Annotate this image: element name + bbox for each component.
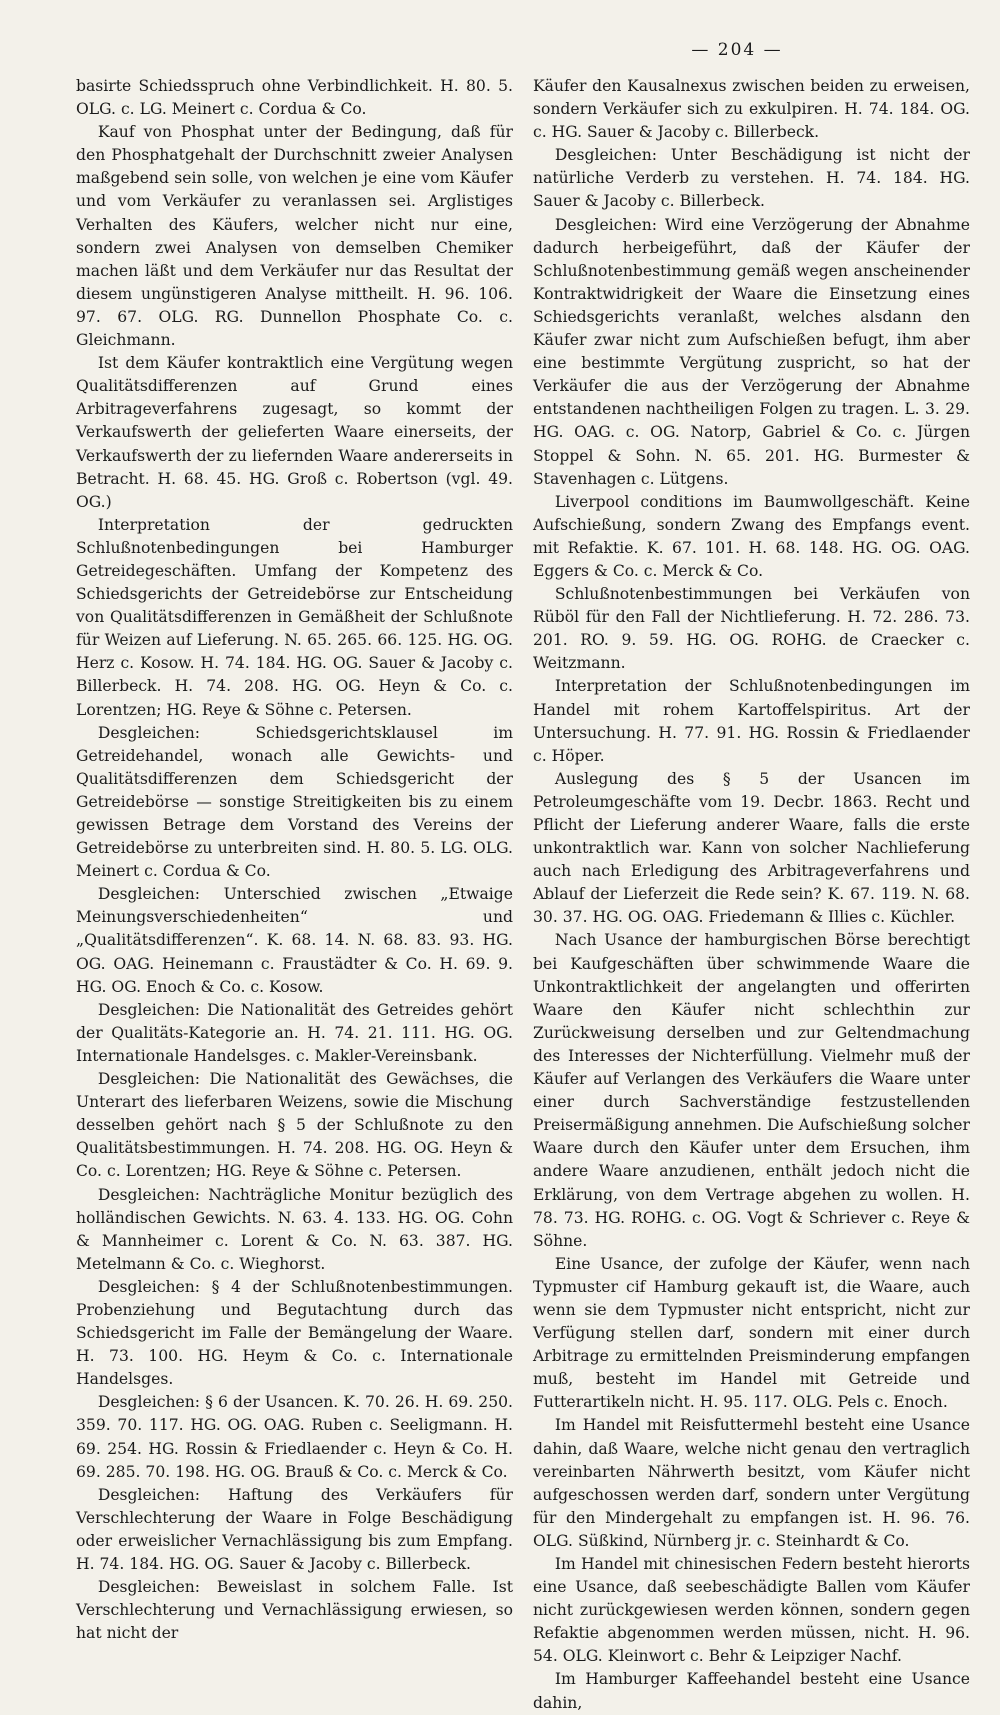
right-column: [533, 75, 970, 1715]
paragraph: Desgleichen: Unter Beschädigung ist nicht der natürliche Verderb zu verstehen. H. 74. 184. HG. Sauer & Jacoby c. Billerbeck.: [533, 146, 970, 211]
text-columns: [76, 75, 970, 1715]
paragraph: Desgleichen: § 4 der Schlußnotenbestimmungen. Probenziehung und Begutachtung durch das Schiedsgericht im Falle der Bemängelung der Waare. H. 73. 100. HG. Heym & Co. c. Internationale Handelsges.: [76, 1277, 513, 1389]
paragraph: Interpretation der Schlußnotenbedingungen im Handel mit rohem Kartoffelspiritus. Art der Untersuchung. H. 77. 91. HG. Rossin & Friedlaender c. Höper.: [533, 677, 970, 765]
paragraph: Ist dem Käufer kontraktlich eine Vergütung wegen Qualitätsdifferenzen auf Grund eines Arbitrageverfahrens zugesagt, so kommt der Verkaufswerth der gelieferten Waare einerseits, der Verkaufswerth der zu liefernden Waare andererseits in Betracht. H. 68. 45. HG. Groß c. Robertson (vgl. 49. OG.): [76, 354, 513, 511]
paragraph: Auslegung des § 5 der Usancen im Petroleumgeschäfte vom 19. Decbr. 1863. Recht und Pflicht der Lieferung anderer Waare, falls die erste unkontraktlich war. Kann von solcher Nachlieferung auch nach Erledigung des Arbitrageverfahrens und Ablauf der Lieferzeit die Rede sein? K. 67. 119. N. 68. 30. 37. HG. OG. OAG. Friedemann & Illies c. Küchler.: [533, 769, 970, 927]
paragraph: Desgleichen: § 6 der Usancen. K. 70. 26. H. 69. 250. 359. 70. 117. HG. OG. OAG. Ruben c. Seeligmann. H. 69. 254. HG. Rossin & Friedlaender c. Heyn & Co. H. 69. 285. 70. 198. HG. OG. Brauß & Co. c. Merck & Co.: [76, 1393, 513, 1481]
paragraph: Liverpool conditions im Baumwollgeschäft. Keine Aufschießung, sondern Zwang des Empfangs event. mit Refaktie. K. 67. 101. H. 68. 148. HG. OG. OAG. Eggers & Co. c. Merck & Co.: [533, 492, 970, 580]
paragraph: Desgleichen: Die Nationalität des Gewächses, die Unterart des lieferbaren Weizens, sowie die Mischung desselben gehört nach § 5 der Schlußnote zu den Qualitätsbestimmungen. H. 74. 208. HG. OG. Heyn & Co. c. Lorentzen; HG. Reye & Söhne c. Petersen.: [76, 1070, 513, 1181]
paragraph: Kauf von Phosphat unter der Bedingung, daß für den Phosphatgehalt der Durchschnitt zweier Analysen maßgebend sein solle, von welchen je eine vom Käufer und vom Verkäufer zu veranlassen sei. Arglistiges Verhalten des Käufers, welcher nicht nur eine, sondern zwei Analysen von demselben Chemiker machen läßt und dem Verkäufer nur das Resultat der diesem ungünstigeren Analyse mittheilt. H. 96. 106. 97. 67. OLG. RG. Dunnellon Phosphate Co. c. Gleichmann.: [76, 123, 513, 350]
paragraph: Desgleichen: Die Nationalität des Getreides gehört der Qualitäts-Kategorie an. H. 74. 21. 111. HG. OG. Internationale Handelsges. c. Makler-Vereinsbank.: [76, 1000, 513, 1065]
paragraph: Desgleichen: Nachträgliche Monitur bezüglich des holländischen Gewichts. N. 63. 4. 133. HG. OG. Cohn & Mannheimer c. Lorent & Co. N. 63. 387. HG. Metelmann & Co. c. Wieghorst.: [76, 1185, 513, 1273]
paragraph: Schlußnotenbestimmungen bei Verkäufen von Rüböl für den Fall der Nichtlieferung. H. 72. 286. 73. 201. RO. 9. 59. HG. OG. ROHG. de Craecker c. Weitzmann.: [533, 585, 970, 673]
paragraph: Im Hamburger Kaffeehandel besteht eine Usance dahin,: [533, 1670, 970, 1712]
paragraph: Interpretation der gedruckten Schlußnotenbedingungen bei Hamburger Getreidegeschäften. Umfang der Kompetenz des Schiedsgerichts der Getreidebörse zur Entscheidung von Qualitätsdifferenzen in Gemäßheit der Schlußnote für Weizen auf Lieferung. N. 65. 265. 66. 125. HG. OG. Herz c. Kosow. H. 74. 184. HG. OG. Sauer & Jacoby c. Billerbeck. H. 74. 208. HG. OG. Heyn & Co. c. Lorentzen; HG. Reye & Söhne c. Petersen.: [76, 515, 513, 719]
paragraph: Eine Usance, der zufolge der Käufer, wenn nach Typmuster cif Hamburg gekauft ist, die Waare, auch wenn sie dem Typmuster nicht entspricht, nicht zur Verfügung stellen darf, sondern mit einer durch Arbitrage zu ermittelnden Preisminderung empfangen muß, besteht im Handel mit Getreide und Futterartikeln nicht. H. 95. 117. OLG. Pels c. Enoch.: [533, 1254, 970, 1412]
paragraph: Desgleichen: Beweislast in solchem Falle. Ist Verschlechterung und Vernachlässigung erwiesen, so hat nicht der: [76, 1578, 513, 1643]
paragraph: Im Handel mit Reisfuttermehl besteht eine Usance dahin, daß Waare, welche nicht genau den vertraglich vereinbarten Nährwerth besitzt, vom Käufer nicht aufgeschossen werden darf, sondern unter Vergütung für den Mindergehalt zu empfangen ist. H. 96. 76. OLG. Süßkind, Nürnberg jr. c. Steinhardt & Co.: [533, 1416, 970, 1550]
paragraph: Desgleichen: Wird eine Verzögerung der Abnahme dadurch herbeigeführt, daß der Käufer der Schlußnotenbestimmung gemäß wegen anscheinender Kontraktwidrigkeit der Waare die Einsetzung eines Schiedsgerichts veranlaßt, welches alsdann den Käufer zwar nicht zum Aufschießen befugt, ihm aber eine bestimmte Vergütung zuspricht, so hat der Verkäufer die aus der Verzögerung der Abnahme entstandenen nachtheiligen Folgen zu tragen. L. 3. 29. HG. OAG. c. OG. Natorp, Gabriel & Co. c. Jürgen Stoppel & Sohn. N. 65. 201. HG. Burmester & Stavenhagen c. Lütgens.: [533, 215, 970, 488]
paragraph: Desgleichen: Schiedsgerichtsklausel im Getreidehandel, wonach alle Gewichts- und Qualitätsdifferenzen dem Schiedsgericht der Getreidebörse — sonstige Streitigkeiten bis zu einem gewissen Betrage dem Vorstand des Vereins der Getreidebörse zu unterbreiten sind. H. 80. 5. LG. OLG. Meinert c. Cordua & Co.: [76, 723, 513, 881]
paragraph: Nach Usance der hamburgischen Börse berechtigt bei Kaufgeschäften über schwimmende Waare die Unkontraktlichkeit der angelangten und offerirten Waare den Käufer nicht schlechthin zur Zurückweisung derselben und zur Geltendmachung des Interesses der Nichterfüllung. Vielmehr muß der Käufer auf Verlangen des Verkäufers die Waare unter einer durch Sachverständige festzustellenden Preisermäßigung annehmen. Die Aufschießung solcher Waare durch den Käufer unter dem Ersuchen, ihm andere Waare anzudienen, enthält jedoch nicht die Erklärung, von dem Vertrage abgehen zu wollen. H. 78. 73. HG. ROHG. c. OG. Vogt & Schriever c. Reye & Söhne.: [533, 931, 970, 1250]
page-number: — 204 —: [691, 40, 783, 60]
paragraph: Desgleichen: Haftung des Verkäufers für Verschlechterung der Waare in Folge Beschädigung oder erweislicher Vernachlässigung bis zum Empfang. H. 74. 184. HG. OG. Sauer & Jacoby c. Billerbeck.: [76, 1485, 513, 1573]
paragraph: Desgleichen: Unterschied zwischen „Etwaige Meinungsverschiedenheiten“ und „Qualitätsdifferenzen“. K. 68. 14. N. 68. 83. 93. HG. OG. OAG. Heinemann c. Fraustädter & Co. H. 69. 9. HG. OG. Enoch & Co. c. Kosow.: [76, 885, 513, 996]
paragraph: Käufer den Kausalnexus zwischen beiden zu erweisen, sondern Verkäufer sich zu exkulpiren. H. 74. 184. OG. c. HG. Sauer & Jacoby c. Billerbeck.: [533, 77, 970, 142]
paragraph: Im Handel mit chinesischen Federn besteht hierorts eine Usance, daß seebeschädigte Ballen vom Käufer nicht zurückgewiesen werden können, sondern gegen Refaktie abgenommen werden müssen, nicht. H. 96. 54. OLG. Kleinwort c. Behr & Leipziger Nachf.: [533, 1555, 970, 1666]
left-column: [76, 75, 513, 1715]
paragraph: basirte Schiedsspruch ohne Verbindlichkeit. H. 80. 5. OLG. c. LG. Meinert c. Cordua & Co.: [76, 77, 513, 119]
